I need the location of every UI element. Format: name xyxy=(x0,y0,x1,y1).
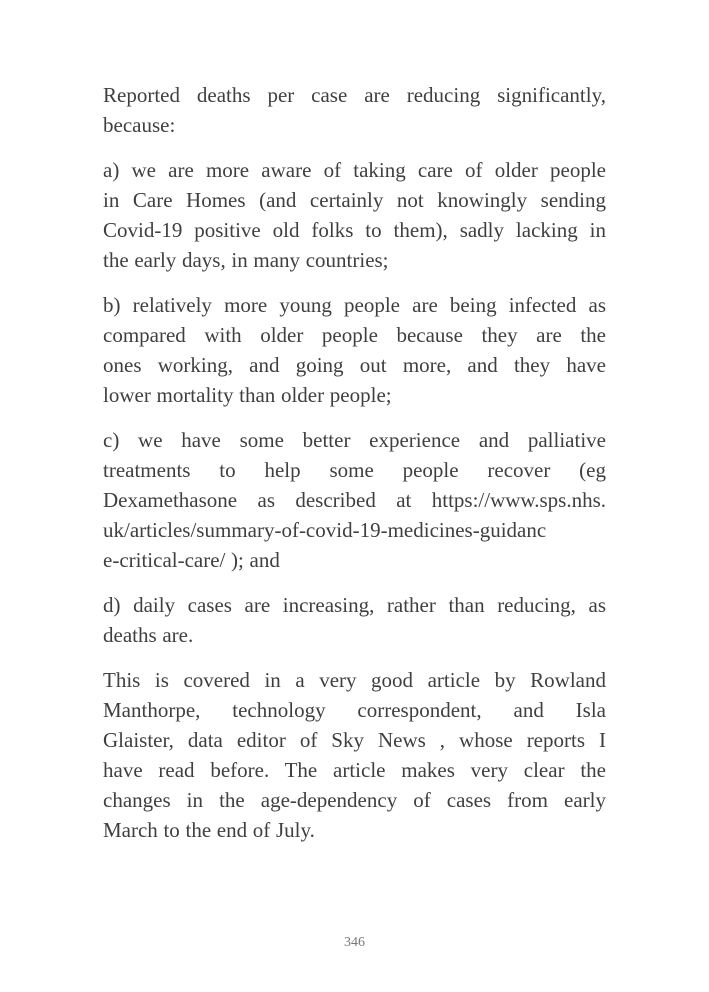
text-line: changes in the age-dependency of cases from early xyxy=(103,788,606,812)
text-line: a) we are more aware of taking care of older people xyxy=(103,158,606,182)
text-line: ones working, and going out more, and they have xyxy=(103,353,606,377)
paragraph xyxy=(103,80,606,140)
text-line: Dexamethasone as described at https://www.sps.nhs. xyxy=(103,488,606,512)
text-line: the early days, in many countries; xyxy=(103,248,389,272)
text-line: d) daily cases are increasing, rather than reducing, as xyxy=(103,593,606,617)
paragraph xyxy=(103,425,606,575)
text-line: have read before. The article makes very clear the xyxy=(103,758,606,782)
text-line: lower mortality than older people; xyxy=(103,383,392,407)
paragraph xyxy=(103,590,606,650)
text-line: e-critical-care/ ); and xyxy=(103,548,280,572)
text-line: uk/articles/summary-of-covid-19-medicines-guidanc xyxy=(103,518,547,542)
text-line: Glaister, data editor of Sky News , whose reports I xyxy=(103,728,606,752)
text-line: treatments to help some people recover (eg xyxy=(103,458,606,482)
text-line: Manthorpe, technology correspondent, and Isla xyxy=(103,698,606,722)
text-line: c) we have some better experience and palliative xyxy=(103,428,606,452)
text-line: b) relatively more young people are being infected as xyxy=(103,293,606,317)
page-number: 346 xyxy=(344,935,365,950)
paragraph xyxy=(103,290,606,410)
text-line: because: xyxy=(103,113,176,137)
text-line: March to the end of July. xyxy=(103,818,315,842)
text-line: This is covered in a very good article by Rowland xyxy=(103,668,606,692)
paragraph xyxy=(103,665,606,845)
text-column xyxy=(103,80,606,860)
paragraph xyxy=(103,155,606,275)
text-line: Covid-19 positive old folks to them), sadly lacking in xyxy=(103,218,606,242)
text-line: compared with older people because they are the xyxy=(103,323,606,347)
text-line: Reported deaths per case are reducing significantly, xyxy=(103,83,606,107)
text-line: in Care Homes (and certainly not knowingly sending xyxy=(103,188,606,212)
text-line: deaths are. xyxy=(103,623,194,647)
